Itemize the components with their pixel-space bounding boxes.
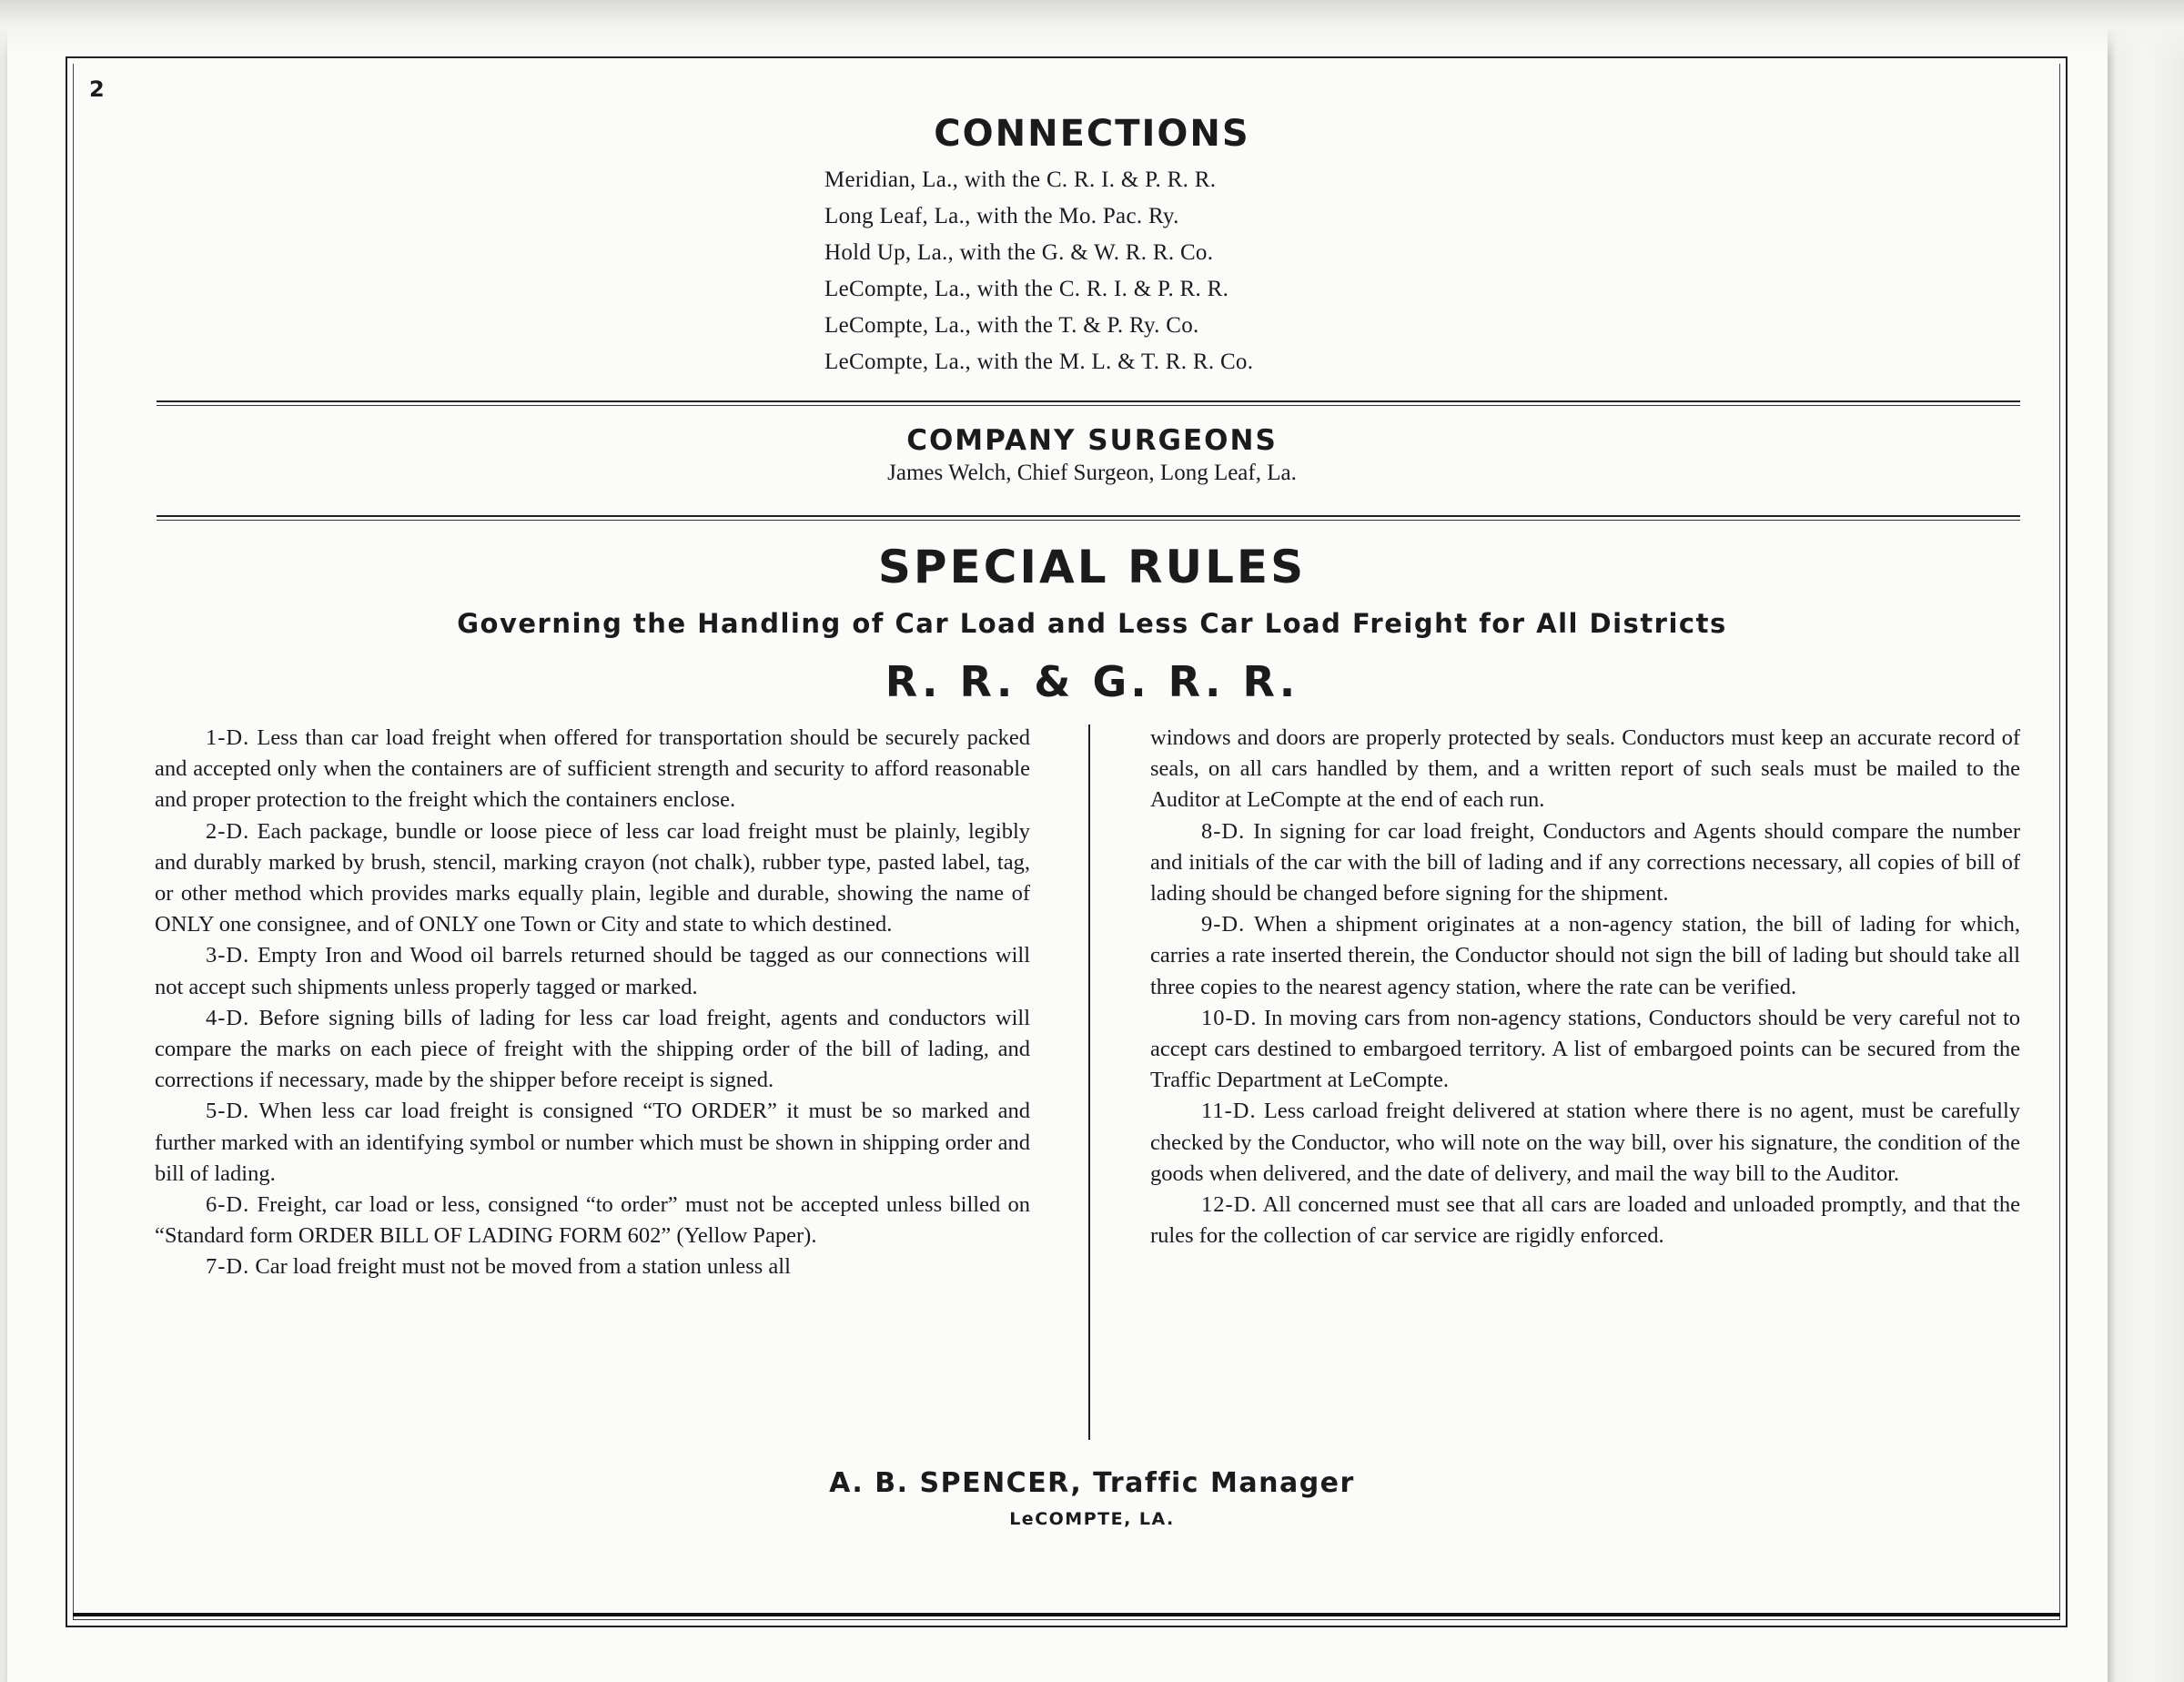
rule-paragraph: [155, 816, 1030, 941]
column-divider: [1088, 724, 1090, 1440]
page-border-bottom: [73, 1613, 2060, 1620]
rule-text: Each package, bundle or loose piece of less car load freight must be plainly, legibly and durably marked by brush, stencil, marking crayon (not chalk), rubber type, pasted label, tag, or other method which provides marks equally plain, legible and durable, showing the name of ONLY one consignee, and of ONLY one Town or City and state to which destined.: [155, 818, 1030, 937]
rule-paragraph: [1150, 909, 2020, 1003]
connection-item: LeCompte, La., with the T. & P. Ry. Co.: [824, 313, 1199, 338]
railroad-name: R. R. & G. R. R.: [885, 657, 1299, 706]
rule-number: 3-D.: [206, 943, 250, 968]
special-rules-subtitle: Governing the Handling of Car Load and Less Car Load Freight for All Districts: [457, 608, 1727, 639]
rules-column-left: [155, 723, 1030, 1283]
rule-number: 11-D.: [1201, 1099, 1257, 1124]
rule-text: When a shipment originates at a non-agency station, the bill of lading for which, carries a rate inserted therein, the Conductor should not sign the bill of lading but should take all three copies to the nearest agency station, where the rate can be verified.: [1150, 912, 2020, 999]
rule-paragraph: [1150, 1003, 2020, 1097]
special-rules-heading: SPECIAL RULES: [877, 541, 1307, 593]
rule-text: When less car load freight is consigned “TO ORDER” it must be so marked and further marked with an identifying symbol or number which must be shown in shipping order and bill of lading.: [155, 1099, 1030, 1186]
rule-paragraph: [1150, 1190, 2020, 1251]
page-number: 2: [89, 76, 105, 102]
rule-text: Freight, car load or less, consigned “to order” must not be accepted unless billed on “Standard form ORDER BILL OF LADING FORM 602” (Yellow Paper).: [155, 1192, 1030, 1249]
rule-number: 10-D.: [1201, 1005, 1258, 1030]
rule-paragraph: [155, 1251, 1030, 1282]
rule-number: 7-D.: [206, 1254, 250, 1280]
rule-text: Less carload freight delivered at station where there is no agent, must be carefully checked by the Conductor, who will note on the way bill, over his signature, the condition of the goods when delivered, and the date of delivery, and mail the way bill to the Auditor.: [1150, 1099, 2021, 1186]
rule-text: Empty Iron and Wood oil barrels returned should be tagged as our connections will not accept such shipments unless properly tagged or marked.: [155, 943, 1031, 999]
rules-column-right: [1150, 723, 2020, 1251]
rule-text: In signing for car load freight, Conductors and Agents should compare the number and initials of the car with the bill of lading and if any corrections necessary, all copies of bill of lading should be changed before signing for the shipment.: [1150, 818, 2021, 907]
rule-number: 4-D.: [206, 1005, 250, 1030]
connections-heading: CONNECTIONS: [934, 113, 1250, 155]
rule-continuation: [1150, 723, 2020, 816]
connection-item: Long Leaf, La., with the Mo. Pac. Ry.: [824, 204, 1179, 228]
rule-paragraph: [155, 1190, 1030, 1251]
rule-paragraph: [1150, 816, 2020, 910]
rule-paragraph: [155, 723, 1030, 816]
connections-list: [824, 162, 1461, 380]
rule-text: Car load freight must not be moved from a station unless all: [255, 1254, 791, 1280]
rule-paragraph: [155, 1096, 1030, 1190]
rule-number: 12-D.: [1201, 1192, 1258, 1218]
surgeons-heading: COMPANY SURGEONS: [906, 424, 1278, 457]
rule-text: In moving cars from non-agency stations, Conductors should be very careful not to accept cars destined to embargoed territory. A list of embargoed points can be secured from the Traffic Department at LeCompte.: [1150, 1005, 2021, 1093]
connection-item: LeCompte, La., with the M. L. & T. R. R. Co.: [824, 350, 1254, 374]
chief-surgeon-line: James Welch, Chief Surgeon, Long Leaf, La.: [887, 461, 1297, 485]
connection-item: Hold Up, La., with the G. & W. R. R. Co.: [824, 240, 1214, 265]
rule-number: 6-D.: [206, 1192, 250, 1218]
rule-number: 2-D.: [206, 818, 250, 844]
page-edge-shadow: [0, 0, 2184, 58]
rule-text: All concerned must see that all cars are loaded and unloaded promptly, and that the rules for the collection of car service are rigidly enforced.: [1150, 1192, 2020, 1249]
binding-shadow: [2108, 0, 2184, 1682]
rule-number: 9-D.: [1201, 912, 1246, 937]
signatory-name: A. B. SPENCER, Traffic Manager: [829, 1467, 1355, 1499]
connection-item: Meridian, La., with the C. R. I. & P. R. R.: [824, 167, 1217, 192]
signatory-location: LeCOMPTE, LA.: [1009, 1509, 1175, 1529]
rule-number: 1-D.: [206, 725, 250, 750]
connection-item: LeCompte, La., with the C. R. I. & P. R. R.: [824, 277, 1229, 301]
rule-paragraph: [1150, 1096, 2020, 1190]
rule-text: Before signing bills of lading for less car load freight, agents and conductors will compare the marks on each piece of freight with the shipping order of the bill of lading, and corrections if necessary, made by the shipper before receipt is signed.: [155, 1005, 1031, 1093]
rule-paragraph: [155, 940, 1030, 1002]
section-divider: [157, 515, 2020, 521]
rule-paragraph: [155, 1003, 1030, 1097]
rule-number: 8-D.: [1201, 818, 1246, 844]
rule-number: 5-D.: [206, 1099, 250, 1124]
section-divider: [157, 400, 2020, 406]
rule-text: windows and doors are properly protected by seals. Conductors must keep an accurate record of seals, on all cars handled by them, and a written report of such seals must be mailed to the Auditor at LeCompte at the end of each run.: [1150, 725, 2020, 813]
rule-text: Less than car load freight when offered for transportation should be securely packed and accepted only when the containers are of sufficient strength and security to afford reasonable and proper protection to the freight which the containers enclose.: [155, 725, 1030, 813]
